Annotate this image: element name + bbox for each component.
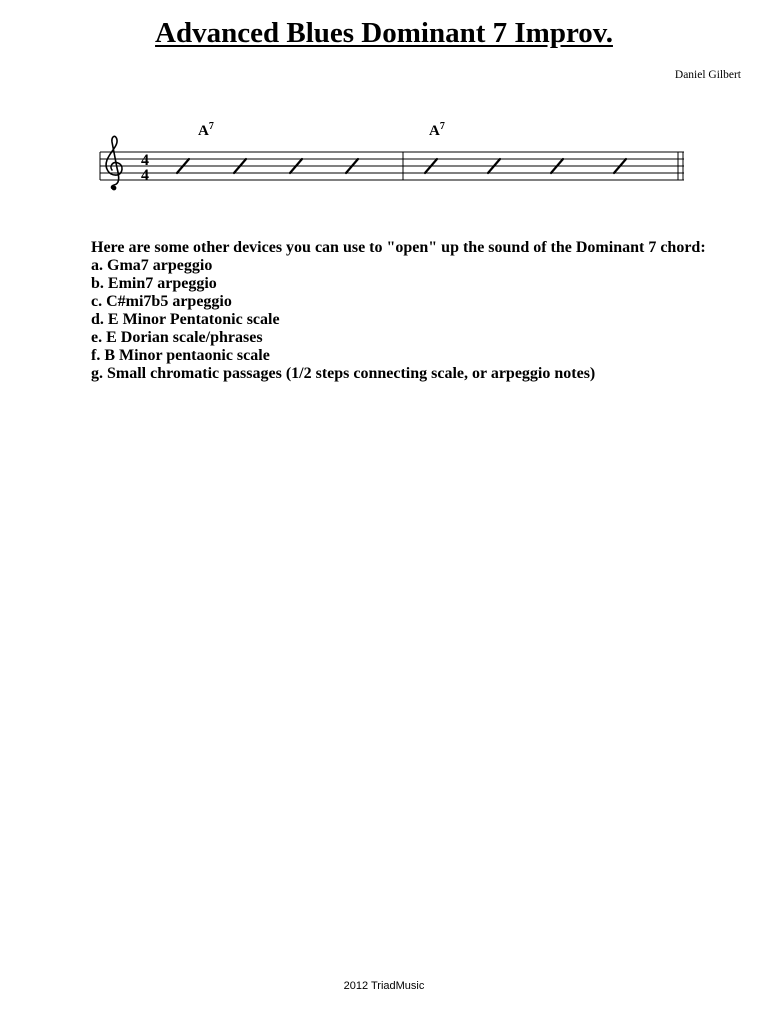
list-item: c. C#mi7b5 arpeggio [91, 293, 232, 310]
chord-root: A [198, 123, 209, 139]
treble-clef-icon [106, 136, 122, 189]
devices-section [91, 239, 711, 383]
list-item: g. Small chromatic passages (1/2 steps connecting scale, or arpeggio notes) [91, 365, 596, 382]
list-item: d. E Minor Pentatonic scale [91, 311, 280, 328]
music-staff [90, 112, 690, 202]
chord-extension: 7 [439, 121, 445, 132]
composer-name: Daniel Gilbert [674, 69, 741, 81]
time-signature-bottom: 4 [141, 167, 149, 184]
footer-copyright: 2012 TriadMusic [343, 980, 425, 992]
list-item: b. Emin7 arpeggio [91, 275, 217, 292]
chord-root: A [429, 123, 440, 139]
chord-symbol-measure-1 [198, 121, 214, 139]
chord-symbol-measure-2 [429, 121, 445, 139]
devices-list [91, 257, 711, 383]
chord-extension: 7 [208, 121, 214, 132]
intro-paragraph: Here are some other devices you can use to "open" up the sound of the Dominant 7 chord: [91, 239, 706, 256]
time-signature-top: 4 [141, 152, 149, 169]
list-item: a. Gma7 arpeggio [91, 257, 213, 274]
list-item: f. B Minor pentaonic scale [91, 347, 270, 364]
page-title: Advanced Blues Dominant 7 Improv. [155, 17, 613, 49]
list-item: e. E Dorian scale/phrases [91, 329, 263, 346]
staff-lines [100, 152, 684, 180]
